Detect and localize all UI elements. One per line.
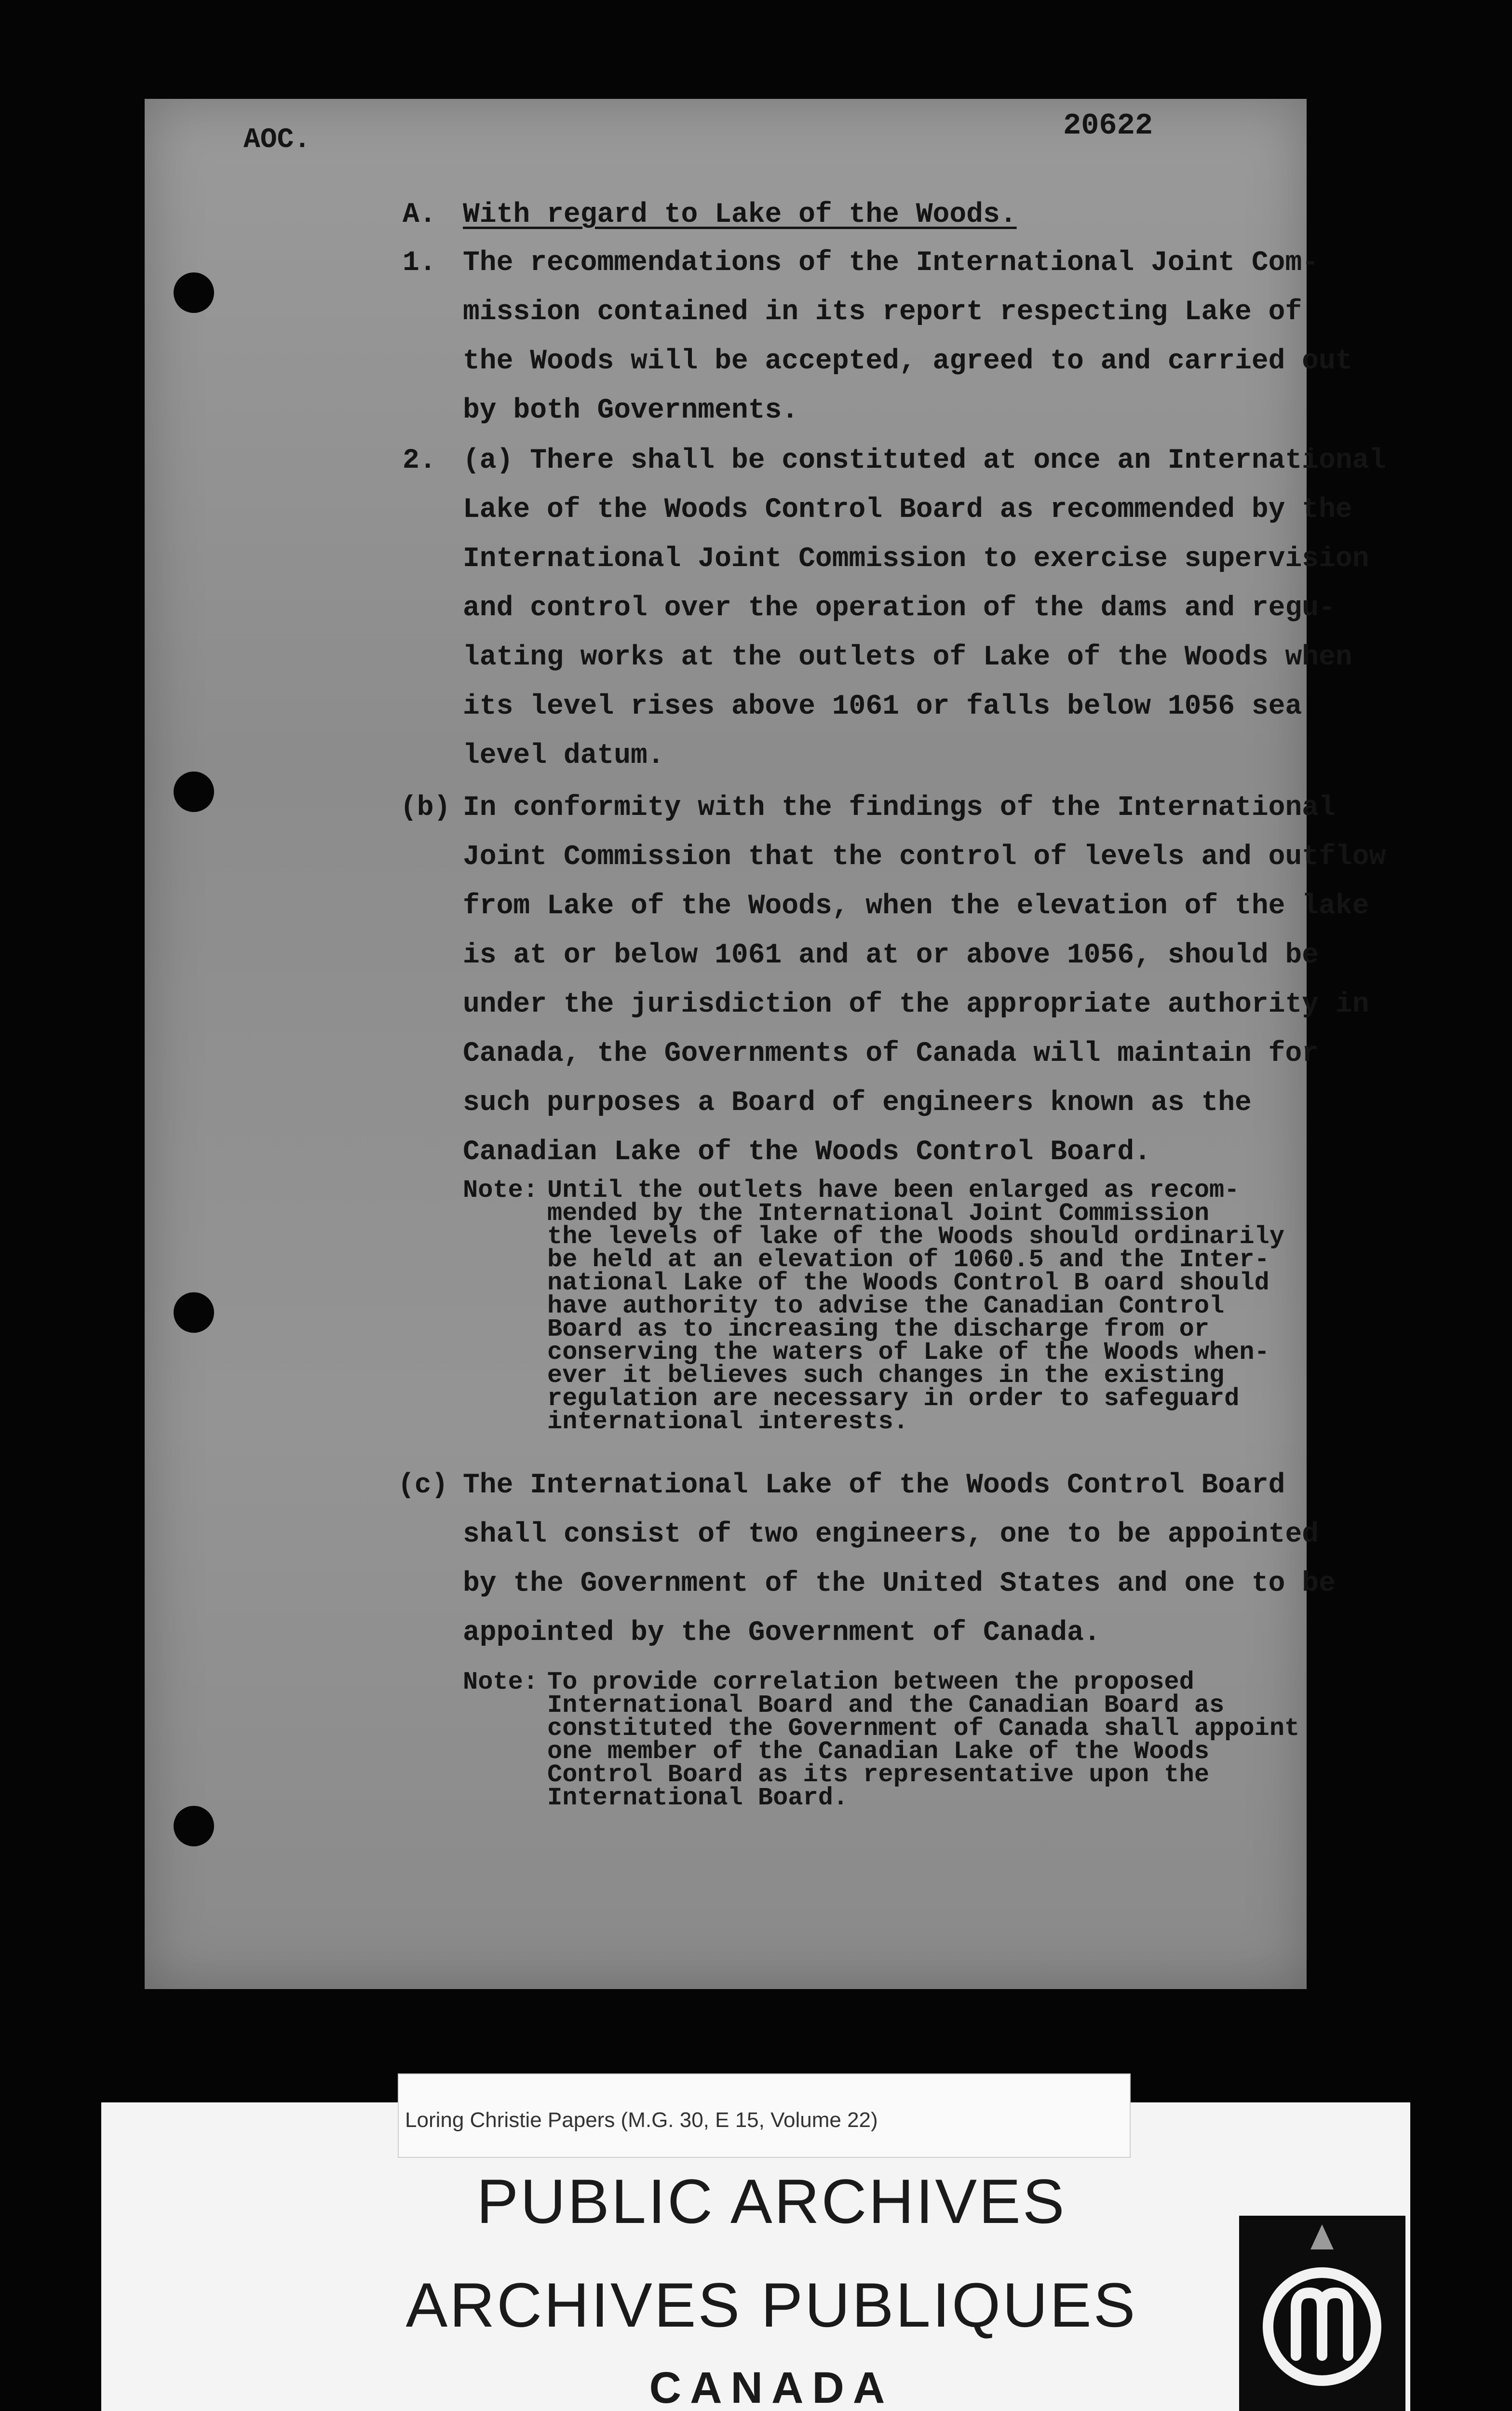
page-number: 20622 [1063, 108, 1153, 143]
paragraph-2b-line: Joint Commission that the control of levels and outflow [463, 841, 1386, 873]
note-1-line: international interests. [547, 1408, 908, 1436]
archives-country: CANADA [649, 2363, 894, 2411]
archives-line-english: PUBLIC ARCHIVES [476, 2166, 1066, 2236]
archives-logo [1239, 2216, 1405, 2411]
note-1-line: be held at an elevation of 1060.5 and the Inter- [547, 1246, 1269, 1274]
archives-line-french: ARCHIVES PUBLIQUES [405, 2270, 1137, 2340]
paragraph-2c-line: shall consist of two engineers, one to be appointed [463, 1519, 1319, 1550]
section-a-letter: A. [403, 199, 436, 230]
binder-hole [174, 1292, 214, 1333]
paragraph-2a-line: International Joint Commission to exercise supervision [463, 543, 1369, 575]
binder-hole [174, 1806, 214, 1846]
note-2-line: constituted the Government of Canada shall appoint [547, 1714, 1300, 1743]
collection-reference: Loring Christie Papers (M.G. 30, E 15, Volume 22) [405, 2108, 878, 2132]
paragraph-1-number: 1. [403, 247, 436, 279]
paragraph-2b-line: Canada, the Governments of Canada will maintain for [463, 1038, 1319, 1070]
paragraph-2b-line: Canadian Lake of the Woods Control Board. [463, 1137, 1151, 1168]
paragraph-2b-line: In conformity with the findings of the International [463, 792, 1336, 824]
note-1-line: have authority to advise the Canadian Control [547, 1292, 1225, 1320]
paragraph-2b-line: such purposes a Board of engineers known as the [463, 1087, 1252, 1119]
paragraph-2a [463, 436, 1386, 781]
binder-hole [174, 272, 214, 313]
paragraph-1-line: mission contained in its report respecting Lake of [463, 297, 1302, 328]
paragraph-2b-line: is at or below 1061 and at or above 1056, should be [463, 940, 1319, 971]
note-2-label: Note: [463, 1668, 539, 1696]
note-1-line: regulation are necessary in order to safeguard [547, 1384, 1240, 1413]
note-2-line: To provide correlation between the proposed [547, 1668, 1194, 1696]
paragraph-2a-line: and control over the operation of the dams and regu- [463, 593, 1336, 624]
note-2-line: International Board. [547, 1784, 849, 1812]
paragraph-2c-line: The International Lake of the Woods Control Board [463, 1470, 1285, 1501]
section-a-title: With regard to Lake of the Woods. [463, 199, 1017, 230]
note-1-line: ever it believes such changes in the existing [547, 1361, 1225, 1390]
note-1-line: the levels of lake of the Woods should ordinarily [547, 1222, 1285, 1251]
note-1-line: mended by the International Joint Commission [547, 1199, 1210, 1228]
paragraph-2b-label: (b) [400, 792, 451, 824]
note-1 [547, 1176, 1285, 1436]
note-1-line: Until the outlets have been enlarged as recom- [547, 1176, 1240, 1205]
note-2-line: International Board and the Canadian Board as [547, 1691, 1225, 1720]
note-1-line: national Lake of the Woods Control B oard should [547, 1269, 1269, 1297]
paragraph-2a-line: level datum. [463, 740, 664, 772]
note-2 [547, 1668, 1300, 1812]
paragraph-2c [463, 1461, 1336, 1658]
note-1-line: conserving the waters of Lake of the Woods when- [547, 1338, 1269, 1367]
paragraph-2a-line: lating works at the outlets of Lake of the Woods when [463, 642, 1352, 673]
paragraph-1-line: by both Governments. [463, 395, 799, 426]
paragraph-1-line: The recommendations of the International Joint Com- [463, 247, 1319, 279]
note-2-line: one member of the Canadian Lake of the Woods [547, 1737, 1210, 1766]
paragraph-2c-line: appointed by the Government of Canada. [463, 1617, 1101, 1649]
paragraph-2c-line: by the Government of the United States and one to be [463, 1568, 1336, 1599]
paragraph-2c-label: (c) [398, 1470, 448, 1501]
paragraph-2-number: 2. [403, 445, 436, 476]
file-code: AOC. [243, 124, 311, 156]
paragraph-2b [463, 784, 1386, 1177]
paragraph-1-line: the Woods will be accepted, agreed to and carried out [463, 346, 1352, 377]
paragraph-2b-line: under the jurisdiction of the appropriate authority in [463, 989, 1369, 1020]
note-1-label: Note: [463, 1176, 539, 1205]
paragraph-2a-line: Lake of the Woods Control Board as recommended by the [463, 494, 1352, 526]
note-1-line: Board as to increasing the discharge from or [547, 1315, 1210, 1343]
note-2-line: Control Board as its representative upon the [547, 1761, 1210, 1789]
paragraph-2a-line: its level rises above 1061 or falls below 1056 sea [463, 691, 1302, 722]
archives-logo-icon [1239, 2216, 1405, 2411]
typed-document-page [145, 99, 1386, 1989]
binder-hole [174, 772, 214, 812]
paragraph-1 [463, 239, 1352, 435]
paragraph-2a-line: (a) There shall be constituted at once an International [463, 445, 1386, 476]
paragraph-2b-line: from Lake of the Woods, when the elevation of the lake [463, 891, 1369, 922]
